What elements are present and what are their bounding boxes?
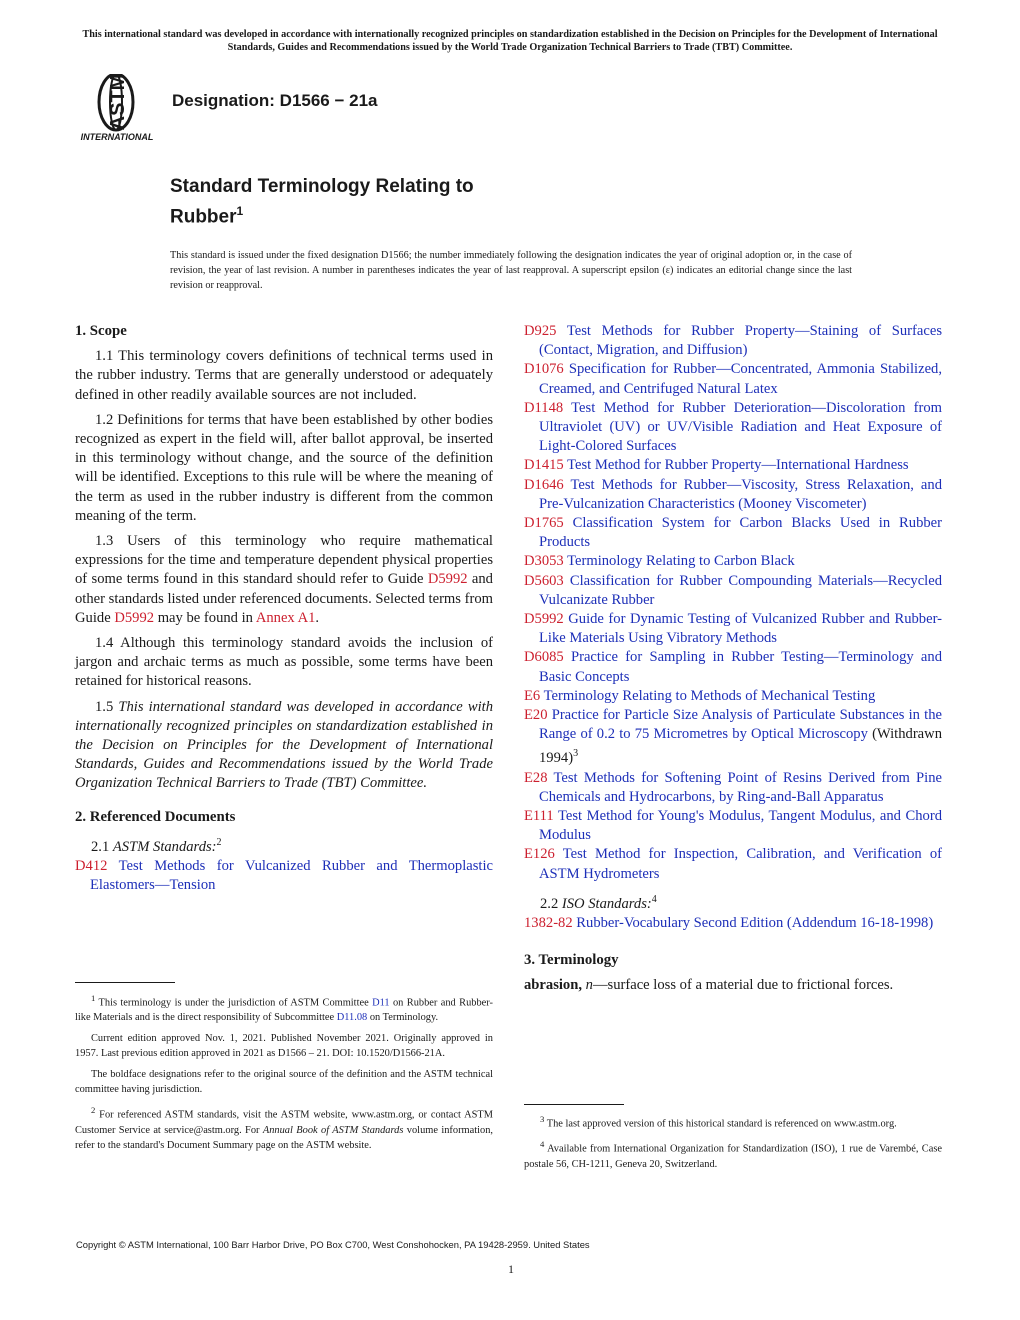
scope-1-2: 1.2 Definitions for terms that have been established by other bodies recognized as expert in the field will, after ballot approval, be inserted in this terminology without change, and the source of the definition will be identified. Exceptions to this rule will be where the meaning of the term as used in the rubber industry is different from the common meaning of the term. <box>75 411 493 524</box>
ref-d6085[interactable]: D6085 Practice for Sampling in Rubber Testing—Terminology and Basic Concepts <box>524 649 942 685</box>
scope-1-5: 1.5 This international standard was developed in accordance with internationally recognized principles on standardization established in the Decision on Principles for the Development of International Standards, Guides and Recommendations issued by the World Trade Organization Technical Barriers to Trade (TBT) Committee. <box>75 698 494 792</box>
ref-d925[interactable]: D925 Test Methods for Rubber Property—Staining of Surfaces (Contact, Migration, and Diffusion) <box>524 323 942 359</box>
ref-e20[interactable]: E20 Practice for Particle Size Analysis of Particulate Substances in the Range of 0.2 to 75 Micrometres by Optical Microscopy (Withdrawn 1994)$^3$ <box>524 707 942 767</box>
page-number: 1 <box>508 1262 514 1276</box>
footnote-1-edition: Current edition approved Nov. 1, 2021. Published November 2021. Originally approved in 1957. Last previous edition approved in 2021 as D1566 – 21. DOI: 10.1520/D1566-21A. <box>75 1033 493 1060</box>
link-d11-08[interactable]: D11.08 <box>336 1012 368 1024</box>
title-line-1: Standard Terminology Relating to <box>170 176 474 197</box>
ref-e6[interactable]: E6 Terminology Relating to Methods of Mechanical Testing <box>524 687 876 704</box>
footnote-1-boldface: The boldface designations refer to the original source of the definition and the ASTM technical committee having jurisdiction. <box>75 1069 493 1096</box>
scope-1-1: 1.1 This terminology covers definitions of technical terms used in the rubber industry. Terms that are generally understood or adequately defined in other readily available sources are not included. <box>75 348 493 403</box>
title-footnote-mark: 1 <box>236 204 244 218</box>
footnote-rule-right <box>524 1104 624 1105</box>
footnote-rule-left <box>75 982 175 983</box>
designation: Designation: D1566 − 21a <box>172 91 378 110</box>
page-title <box>170 175 474 229</box>
link-annex-a1[interactable]: Annex A1 <box>255 609 316 626</box>
referenced-list <box>524 322 942 884</box>
footnote-1: $^1$ This terminology is under the jurisdiction of ASTM Committee D11 on Rubber and Rubber-like Materials and is the direct responsibility of Subcommittee D11.08 on Terminology. <box>75 993 493 1024</box>
ref-e126[interactable]: E126 Test Method for Inspection, Calibration, and Verification of ASTM Hydrometers <box>524 846 942 882</box>
footnote-3: $^3$ The last approved version of this historical standard is referenced on www.astm.org. <box>540 1114 897 1130</box>
ref-d5992[interactable]: D5992 Guide for Dynamic Testing of Vulcanized Rubber and Rubber-Like Materials Using Vibratory Methods <box>524 611 942 647</box>
astm-logo <box>72 74 162 144</box>
ref-d1076[interactable]: D1076 Specification for Rubber—Concentrated, Ammonia Stabilized, Creamed, and Centrifuged Natural Latex <box>524 361 942 397</box>
logo-subtitle: INTERNATIONAL <box>80 132 154 142</box>
ref-d1646[interactable]: D1646 Test Methods for Rubber—Viscosity, Stress Relaxation, and Pre-Vulcanization Characteristics (Mooney Viscometer) <box>524 476 942 512</box>
ref-d1148[interactable]: D1148 Test Method for Rubber Deterioration—Discoloration from Ultraviolet (UV) or UV/Visible Radiation and Heat Exposure of Light-Colored Surfaces <box>524 399 942 455</box>
scope-1-4: 1.4 Although this terminology standard avoids the inclusion of jargon and archaic terms as much as possible, some terms have been retained for historical reasons. <box>75 635 493 690</box>
logo-letters: ASTM <box>107 74 129 131</box>
right-column <box>524 322 942 1001</box>
left-column <box>75 322 493 895</box>
scope-heading: 1. Scope <box>75 323 127 339</box>
term-abrasion: abrasion, n—surface loss of a material due to frictional forces. <box>524 977 894 994</box>
ref-d1765[interactable]: D1765 Classification System for Carbon Blacks Used in Rubber Products <box>524 515 942 551</box>
astm-standards-label: 2.1 ASTM Standards:$^2$ <box>91 836 222 855</box>
link-d5992-2[interactable]: D5992 <box>114 609 155 626</box>
top-notice: This international standard was developed in accordance with internationally recognized principles on standardization established in the Decision on Principles for the Development of International Standards, Guides and Recommendations issued by the World Trade Organization Technical Barriers to Trade (TBT) Committee. <box>82 29 938 53</box>
link-d11[interactable]: D11 <box>372 997 390 1009</box>
referenced-docs-heading: 2. Referenced Documents <box>75 808 236 825</box>
iso-standards-label: 2.2 ISO Standards:$^4$ <box>540 893 657 912</box>
ref-d3053[interactable]: D3053 Terminology Relating to Carbon Black <box>524 553 795 570</box>
ref-e28[interactable]: E28 Test Methods for Softening Point of Resins Derived from Pine Chemicals and Hydrocarbons, by Ring-and-Ball Apparatus <box>524 769 942 805</box>
title-line-2: Rubber <box>170 206 237 228</box>
ref-d1415[interactable]: D1415 Test Method for Rubber Property—International Hardness <box>524 457 909 474</box>
ref-d412[interactable]: D412 Test Methods for Vulcanized Rubber and Thermoplastic Elastomers—Tension <box>75 857 493 894</box>
astm-logo-icon <box>72 74 162 144</box>
footnotes-left <box>75 991 493 1159</box>
ref-iso-1382[interactable]: 1382-82 Rubber-Vocabulary Second Edition (Addendum 16-18-1998) <box>524 914 934 931</box>
link-d5992[interactable]: D5992 <box>427 571 468 588</box>
scope-1-3: 1.3 Users of this terminology who require mathematical expressions for the time and temperature dependent physical properties of some terms found in this standard should refer to Guide D5992 and other standards listed under referenced documents. Selected terms from Guide D5992 may be found in Annex A1. <box>75 533 493 626</box>
footnotes-right <box>524 1112 942 1178</box>
issuance-statement: This standard is issued under the fixed designation D1566; the number immediately following the designation indicates the year of original adoption or, in the case of revision, the year of last revision. A number in parentheses indicates the year of last reapproval. A superscript epsilon (ε) indicates an editorial change since the last revision or reapproval. <box>170 250 852 291</box>
ref-e111[interactable]: E111 Test Method for Young's Modulus, Tangent Modulus, and Chord Modulus <box>524 807 942 844</box>
footnote-2: $^2$ For referenced ASTM standards, visit the ASTM website, www.astm.org, or contact ASTM Customer Service at service@astm.org. For Annual Book of ASTM Standards volume information, refer to the standard's Document Summary page on the ASTM website. <box>75 1105 493 1151</box>
terminology-heading: 3. Terminology <box>524 952 619 969</box>
ref-d5603[interactable]: D5603 Classification for Rubber Compounding Materials—Recycled Vulcanizate Rubber <box>524 572 942 608</box>
footnote-4: $^4$ Available from International Organization for Standardization (ISO), 1 rue de Varembé, Case postale 56, CH-1211, Geneva 20, Switzerland. <box>524 1139 942 1170</box>
copyright: Copyright © ASTM International, 100 Barr Harbor Drive, PO Box C700, West Conshohocken, PA 19428-2959. United States <box>76 1239 590 1250</box>
